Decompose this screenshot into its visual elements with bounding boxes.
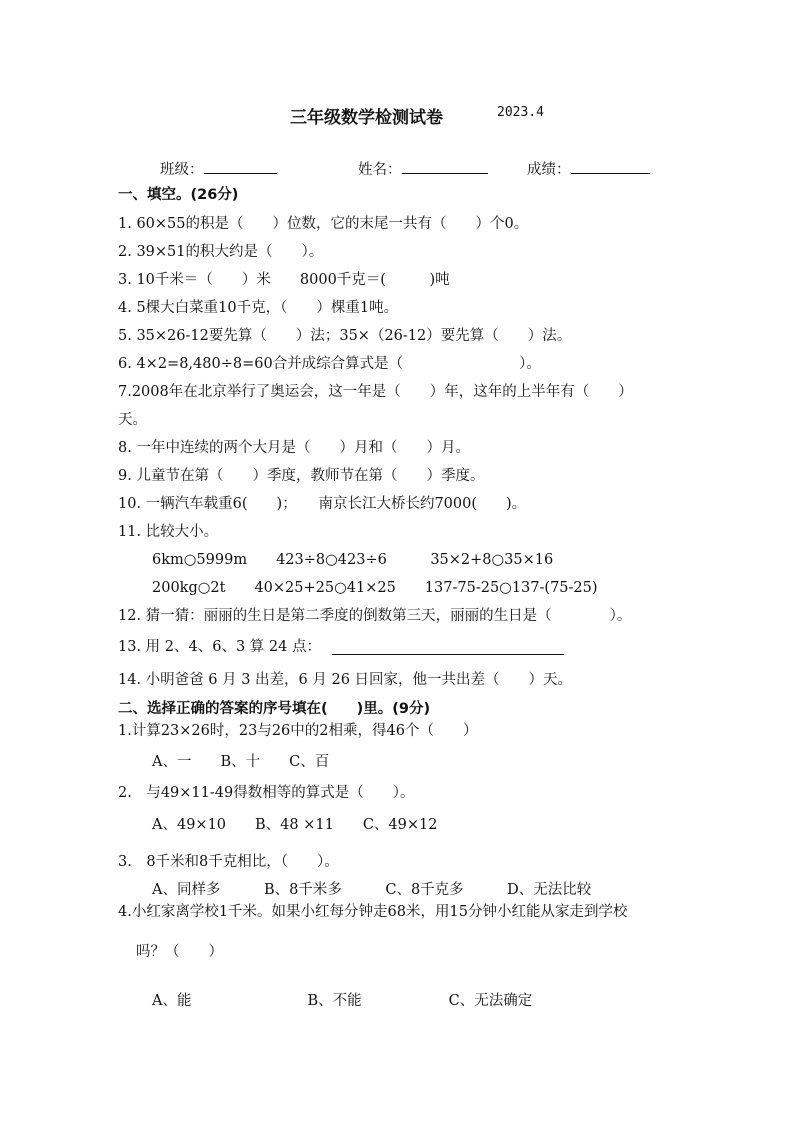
name-field [358, 158, 488, 179]
class-blank[interactable] [204, 159, 277, 174]
question-2-1: 1.计算23×26时，23与26中的2相乘，得46个（ ） [118, 723, 478, 739]
question-1-7: 7.2008年在北京举行了奥运会，这一年是（ ）年，这年的上半年有（ ） [118, 384, 633, 400]
question-2-1-options: A、一 B、十 C、百 [152, 754, 330, 770]
question-1-13: 13. 用 2、4、6、3 算 24 点： [118, 639, 321, 655]
class-field [160, 158, 277, 179]
question-1-6: 6. 4×2=8,480÷8=60合并成综合算式是（ ）。 [118, 356, 541, 372]
question-1-9: 9. 儿童节在第（ ）季度，教师节在第（ ）季度。 [118, 468, 485, 484]
class-label: 班级： [160, 162, 204, 178]
score-field [527, 158, 650, 179]
name-label: 姓名： [358, 162, 402, 178]
question-2-3-options: A、同样多 B、8千米多 C、8千克多 D、无法比较 [152, 882, 592, 898]
question-1-12: 12. 猜一猜：丽丽的生日是第二季度的倒数第三天，丽丽的生日是（ ）。 [118, 608, 632, 624]
question-1-3: 3. 10千米＝（ ）米 8000千克＝( )吨 [118, 272, 450, 288]
exam-title: 三年级数学检测试卷 [290, 108, 443, 128]
question-2-3: 3. 8千米和8千克相比，（ ）。 [118, 854, 339, 870]
question-1-14: 14. 小明爸爸 6 月 3 出差，6 月 26 日回家，他一共出差（ ）天。 [118, 672, 573, 688]
section2-heading: 二、选择正确的答案的序号填在( )里。(9分) [118, 701, 431, 717]
question-1-4: 4. 5棵大白菜重10千克，（ ）棵重1吨。 [118, 300, 399, 316]
answer-line-13[interactable] [332, 654, 564, 655]
question-1-11: 11. 比较大小。 [118, 524, 219, 540]
question-2-4-cont: 吗？（ ） [136, 944, 223, 960]
score-label: 成绩： [527, 162, 571, 178]
exam-date: 2023.4 [497, 105, 544, 120]
question-2-2: 2. 与49×11-49得数相等的算式是（ ）。 [118, 785, 415, 801]
question-1-11-row1: 6km○5999m 423÷8○423÷6 35×2+8○35×16 [152, 552, 554, 568]
section1-heading: 一、填空。(26分) [118, 187, 239, 203]
question-1-2: 2. 39×51的积大约是（ ）。 [118, 244, 324, 260]
name-blank[interactable] [402, 159, 488, 174]
question-1-10: 10. 一辆汽车载重6( )； 南京长江大桥长约7000( )。 [118, 496, 527, 512]
question-2-4: 4.小红家离学校1千米。如果小红每分钟走68米，用15分钟小红能从家走到学校 [118, 904, 628, 920]
score-blank[interactable] [571, 159, 650, 174]
question-1-1: 1. 60×55的积是（ ）位数，它的末尾一共有（ ）个0。 [118, 216, 529, 232]
question-2-4-options: A、能 B、不能 C、无法确定 [152, 993, 533, 1009]
question-1-11-row2: 200kg○2t 40×25+25○41×25 137-75-25○137-(75-25) [152, 580, 598, 596]
question-1-5: 5. 35×26-12要先算（ ）法；35×（26-12）要先算（ ）法。 [118, 328, 572, 344]
question-2-2-options: A、49×10 B、48 ×11 C、49×12 [152, 817, 438, 833]
question-1-7-cont: 天。 [118, 412, 147, 428]
question-1-8: 8. 一年中连续的两个大月是（ ）月和（ ）月。 [118, 440, 470, 456]
